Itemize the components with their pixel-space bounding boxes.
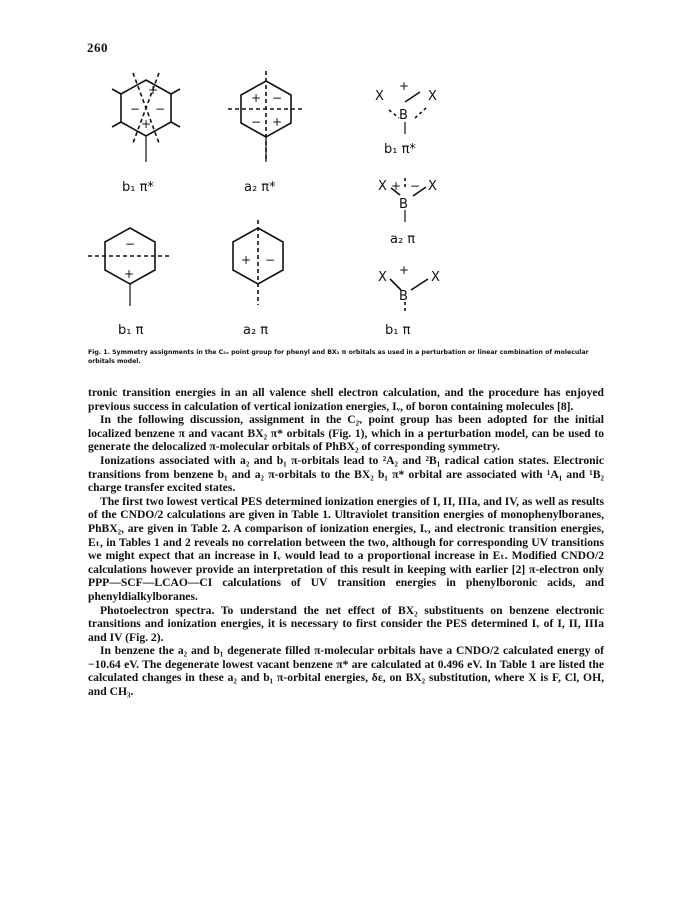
label-a2-pi-star: a₂ π*	[244, 180, 276, 195]
label-bx2-b1-pi: b₁ π	[385, 323, 411, 338]
label-b1-pi: b₁ π	[118, 323, 144, 338]
svg-text:B: B	[399, 289, 408, 304]
svg-text:−: −	[265, 253, 276, 267]
paragraph: In benzene the a₂ and b₁ degenerate filled π-molecular orbitals have a CNDO/2 calculated energy of −10.64 eV. The degenerate lowest vacant benzene π* are calculated at 0.496 eV. In Table 1 are listed the calculated changes in these a₂ and b₁ π-orbital energies, δε, on BX₂ substitution, where X is F, Cl, OH, and CH₃.	[88, 644, 604, 699]
svg-text:−: −	[272, 91, 283, 105]
svg-text:X: X	[378, 270, 387, 285]
svg-text:−: −	[251, 115, 262, 129]
bx2-b1-pi	[390, 279, 428, 312]
symmetry-figure	[0, 0, 680, 345]
paragraph: tronic transition energies in an all valence shell electron calculation, and the procedure has enjoyed previous success in calculation of vertical ionization energies, Iᵥ, of boron containing molecules [8].	[88, 386, 604, 413]
svg-text:X: X	[378, 179, 387, 194]
label-bx2-a2-pi: a₂ π	[390, 232, 416, 247]
svg-text:+: +	[272, 115, 283, 129]
svg-text:−: −	[125, 237, 136, 251]
svg-text:+: +	[399, 79, 410, 93]
svg-text:B: B	[399, 197, 408, 212]
paragraph: Ionizations associated with a₂ and b₁ π-orbitals lead to ²A₂ and ²B₁ radical cation states. Electronic transitions from benzene b₁ and a₂ π-orbitals to the BX₂ b₁ π* orbital are associated with ¹A₁ and ¹B₂ charge transfer excited states.	[88, 453, 604, 495]
svg-text:X: X	[431, 270, 440, 285]
svg-text:X: X	[428, 179, 437, 194]
figure-caption: Fig. 1. Symmetry assignments in the C₂ᵥ point group for phenyl and BX₂ π orbitals as used in a perturbation or linear combination of molecular orbitals model.	[88, 349, 589, 365]
svg-text:−: −	[410, 179, 421, 193]
page-number: 260	[87, 40, 108, 55]
hexagon-a2-pi-star	[228, 71, 304, 162]
svg-text:−: −	[155, 102, 166, 116]
body-text	[88, 386, 604, 699]
svg-text:+: +	[391, 179, 402, 193]
svg-text:−: −	[130, 102, 141, 116]
svg-text:+: +	[251, 91, 262, 105]
svg-text:+: +	[148, 83, 159, 97]
svg-text:X: X	[375, 89, 384, 104]
svg-text:+: +	[241, 253, 252, 267]
svg-text:B: B	[399, 108, 408, 123]
label-b1-pi-star-x: b₁ π*	[122, 180, 154, 195]
svg-text:+: +	[141, 117, 152, 131]
label-a2-pi: a₂ π	[243, 323, 269, 338]
svg-text:+: +	[124, 267, 135, 281]
svg-text:X: X	[428, 89, 437, 104]
label-bx2-b1-pi-star: b₁ π*	[384, 142, 416, 157]
paragraph: The first two lowest vertical PES determined ionization energies of I, II, IIIa, and IV, as well as results of the CNDO/2 calculations are given in Table 1. Ultraviolet transition energies of monophenylboranes, PhBX₂, are given in Table 2. A comparison of ionization energies, Iᵥ, and electronic transition energies, Eₜ, in Tables 1 and 2 reveals no correlation between the two, although for corresponding UV transitions we might expect that an increase in Iᵥ would lead to a proportional increase in Eₜ. Modified CNDO/2 calculations however provide an interpretation of this result in keeping with earlier [2] π-electron only PPP—SCF—LCAO—CI calculations of UV transition energies in phenylboronic acids, and phenyldialkylboranes.	[88, 494, 604, 603]
paragraph: Photoelectron spectra. To understand the net effect of BX₂ substituents on benzene electronic transitions and ionization energies, it is necessary to first consider the PES determined Iᵥ of I, II, IIIa and IV (Fig. 2).	[88, 603, 604, 644]
svg-text:+: +	[399, 263, 410, 277]
paragraph: In the following discussion, assignment in the C₂ᵥ point group has been adopted for the initial localized benzene π and vacant BX₂ π* orbitals (Fig. 1), which in a perturbation model, can be used to generate the delocalized π-molecular orbitals of PhBX₂ of corresponding symmetry.	[88, 413, 604, 454]
